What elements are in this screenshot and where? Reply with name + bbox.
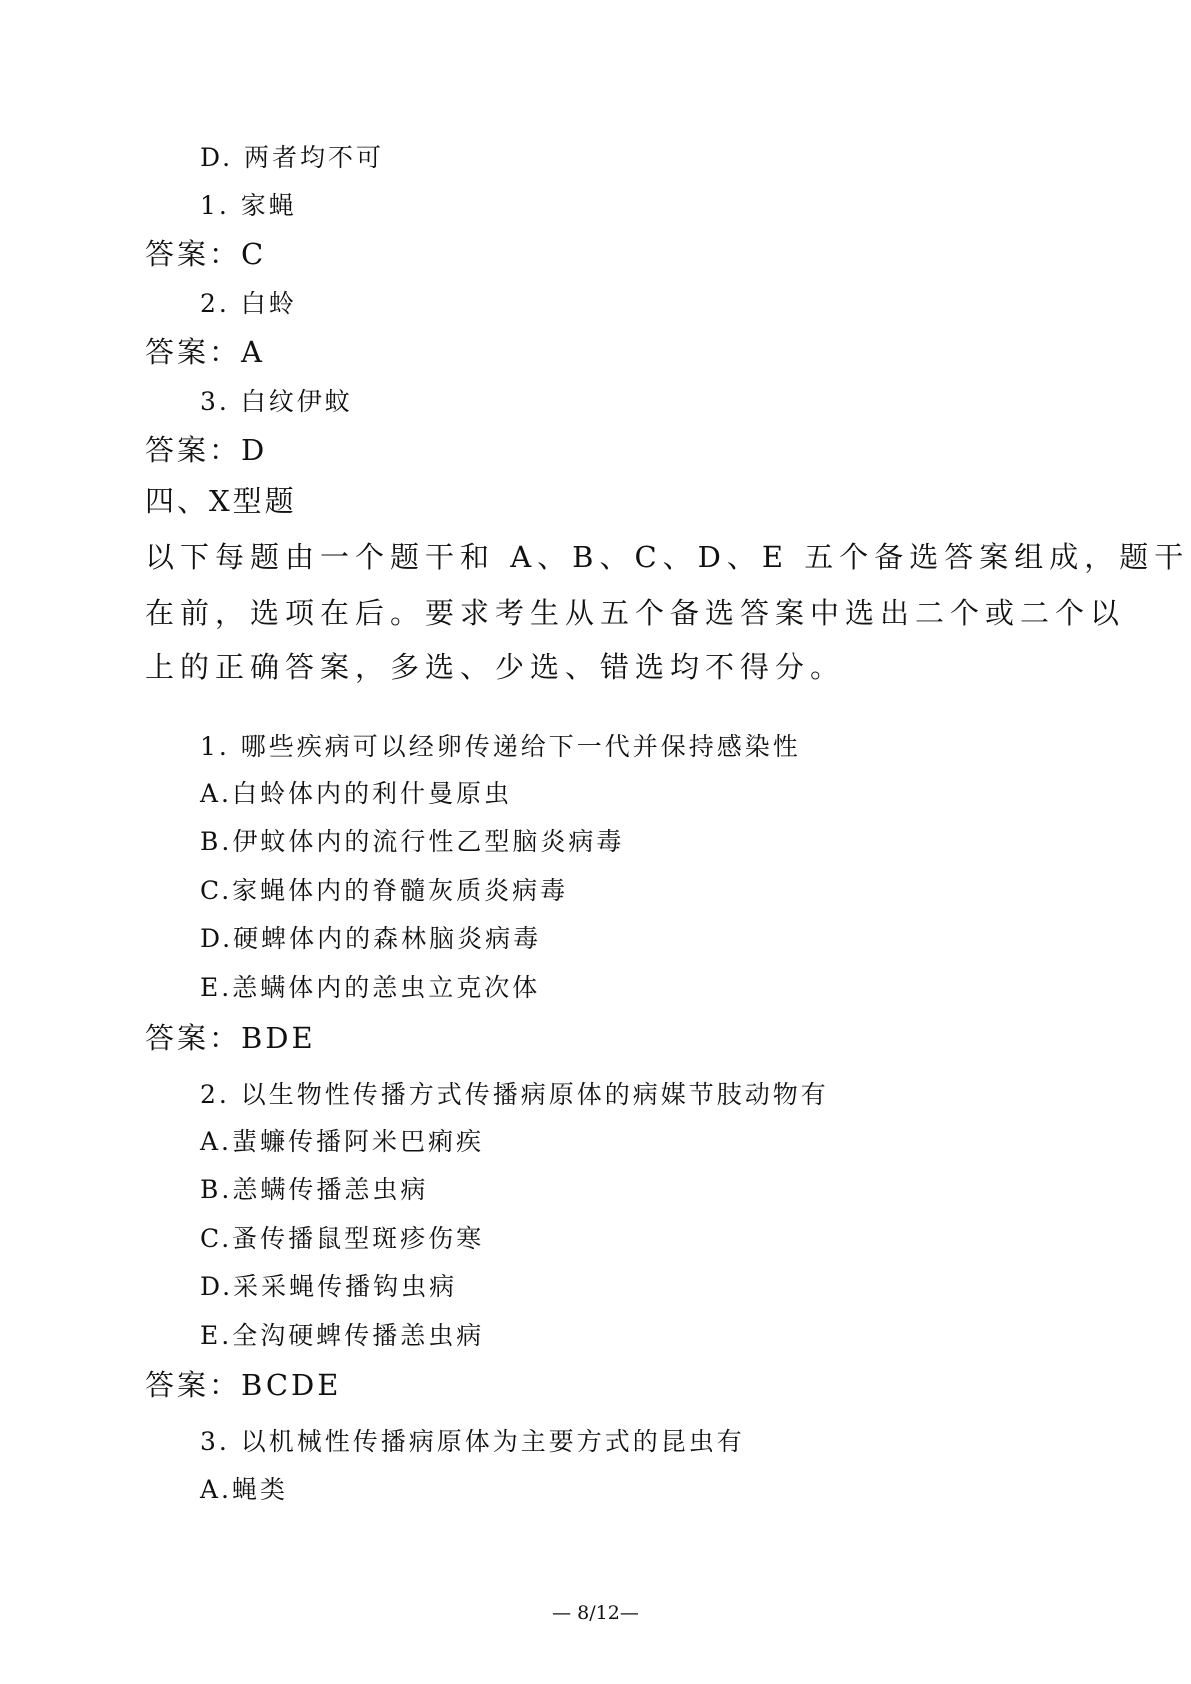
instruction-paragraph-line: 在前，选项在后。要求考生从五个备选答案中选出二个或二个以 bbox=[145, 596, 1126, 630]
option-line: A.蜚蠊传播阿米巴痢疾 bbox=[200, 1127, 485, 1156]
option-line: C.蚤传播鼠型斑疹伤寒 bbox=[200, 1224, 485, 1253]
question-line: 1. 家蝇 bbox=[200, 191, 297, 220]
option-line: A.蝇类 bbox=[200, 1475, 289, 1504]
instruction-paragraph-line: 上的正确答案，多选、少选、错选均不得分。 bbox=[145, 650, 846, 684]
answer-line: 答案：D bbox=[145, 433, 268, 467]
section-heading: 四、X型题 bbox=[145, 484, 297, 518]
option-line: C.家蝇体内的脊髓灰质炎病毒 bbox=[200, 876, 569, 905]
answer-line: 答案：A bbox=[145, 335, 265, 369]
instruction-paragraph-line: 以下每题由一个题干和 A、B、C、D、E 五个备选答案组成，题干 bbox=[145, 540, 1190, 574]
answer-line: 答案：BCDE bbox=[145, 1368, 342, 1402]
answer-line: 答案：C bbox=[145, 237, 267, 271]
option-line: E.恙螨体内的恙虫立克次体 bbox=[200, 973, 541, 1002]
option-line: A.白蛉体内的利什曼原虫 bbox=[200, 779, 513, 808]
question-line: 2. 白蛉 bbox=[200, 289, 297, 318]
answer-line: 答案：BDE bbox=[145, 1021, 316, 1055]
option-line: B.恙螨传播恙虫病 bbox=[200, 1175, 429, 1204]
option-line: B.伊蚊体内的流行性乙型脑炎病毒 bbox=[200, 827, 625, 856]
option-line: E.全沟硬蜱传播恙虫病 bbox=[200, 1321, 485, 1350]
question-line: 2. 以生物性传播方式传播病原体的病媒节肢动物有 bbox=[200, 1080, 829, 1109]
option-line: D.采采蝇传播钩虫病 bbox=[200, 1272, 458, 1301]
page-number: — 8/12— bbox=[552, 1602, 639, 1624]
question-line: 1. 哪些疾病可以经卵传递给下一代并保持感染性 bbox=[200, 732, 801, 761]
option-line: D. 两者均不可 bbox=[200, 143, 385, 172]
question-line: 3. 以机械性传播病原体为主要方式的昆虫有 bbox=[200, 1427, 745, 1456]
option-line: D.硬蜱体内的森林脑炎病毒 bbox=[200, 924, 542, 953]
question-line: 3. 白纹伊蚊 bbox=[200, 387, 353, 416]
